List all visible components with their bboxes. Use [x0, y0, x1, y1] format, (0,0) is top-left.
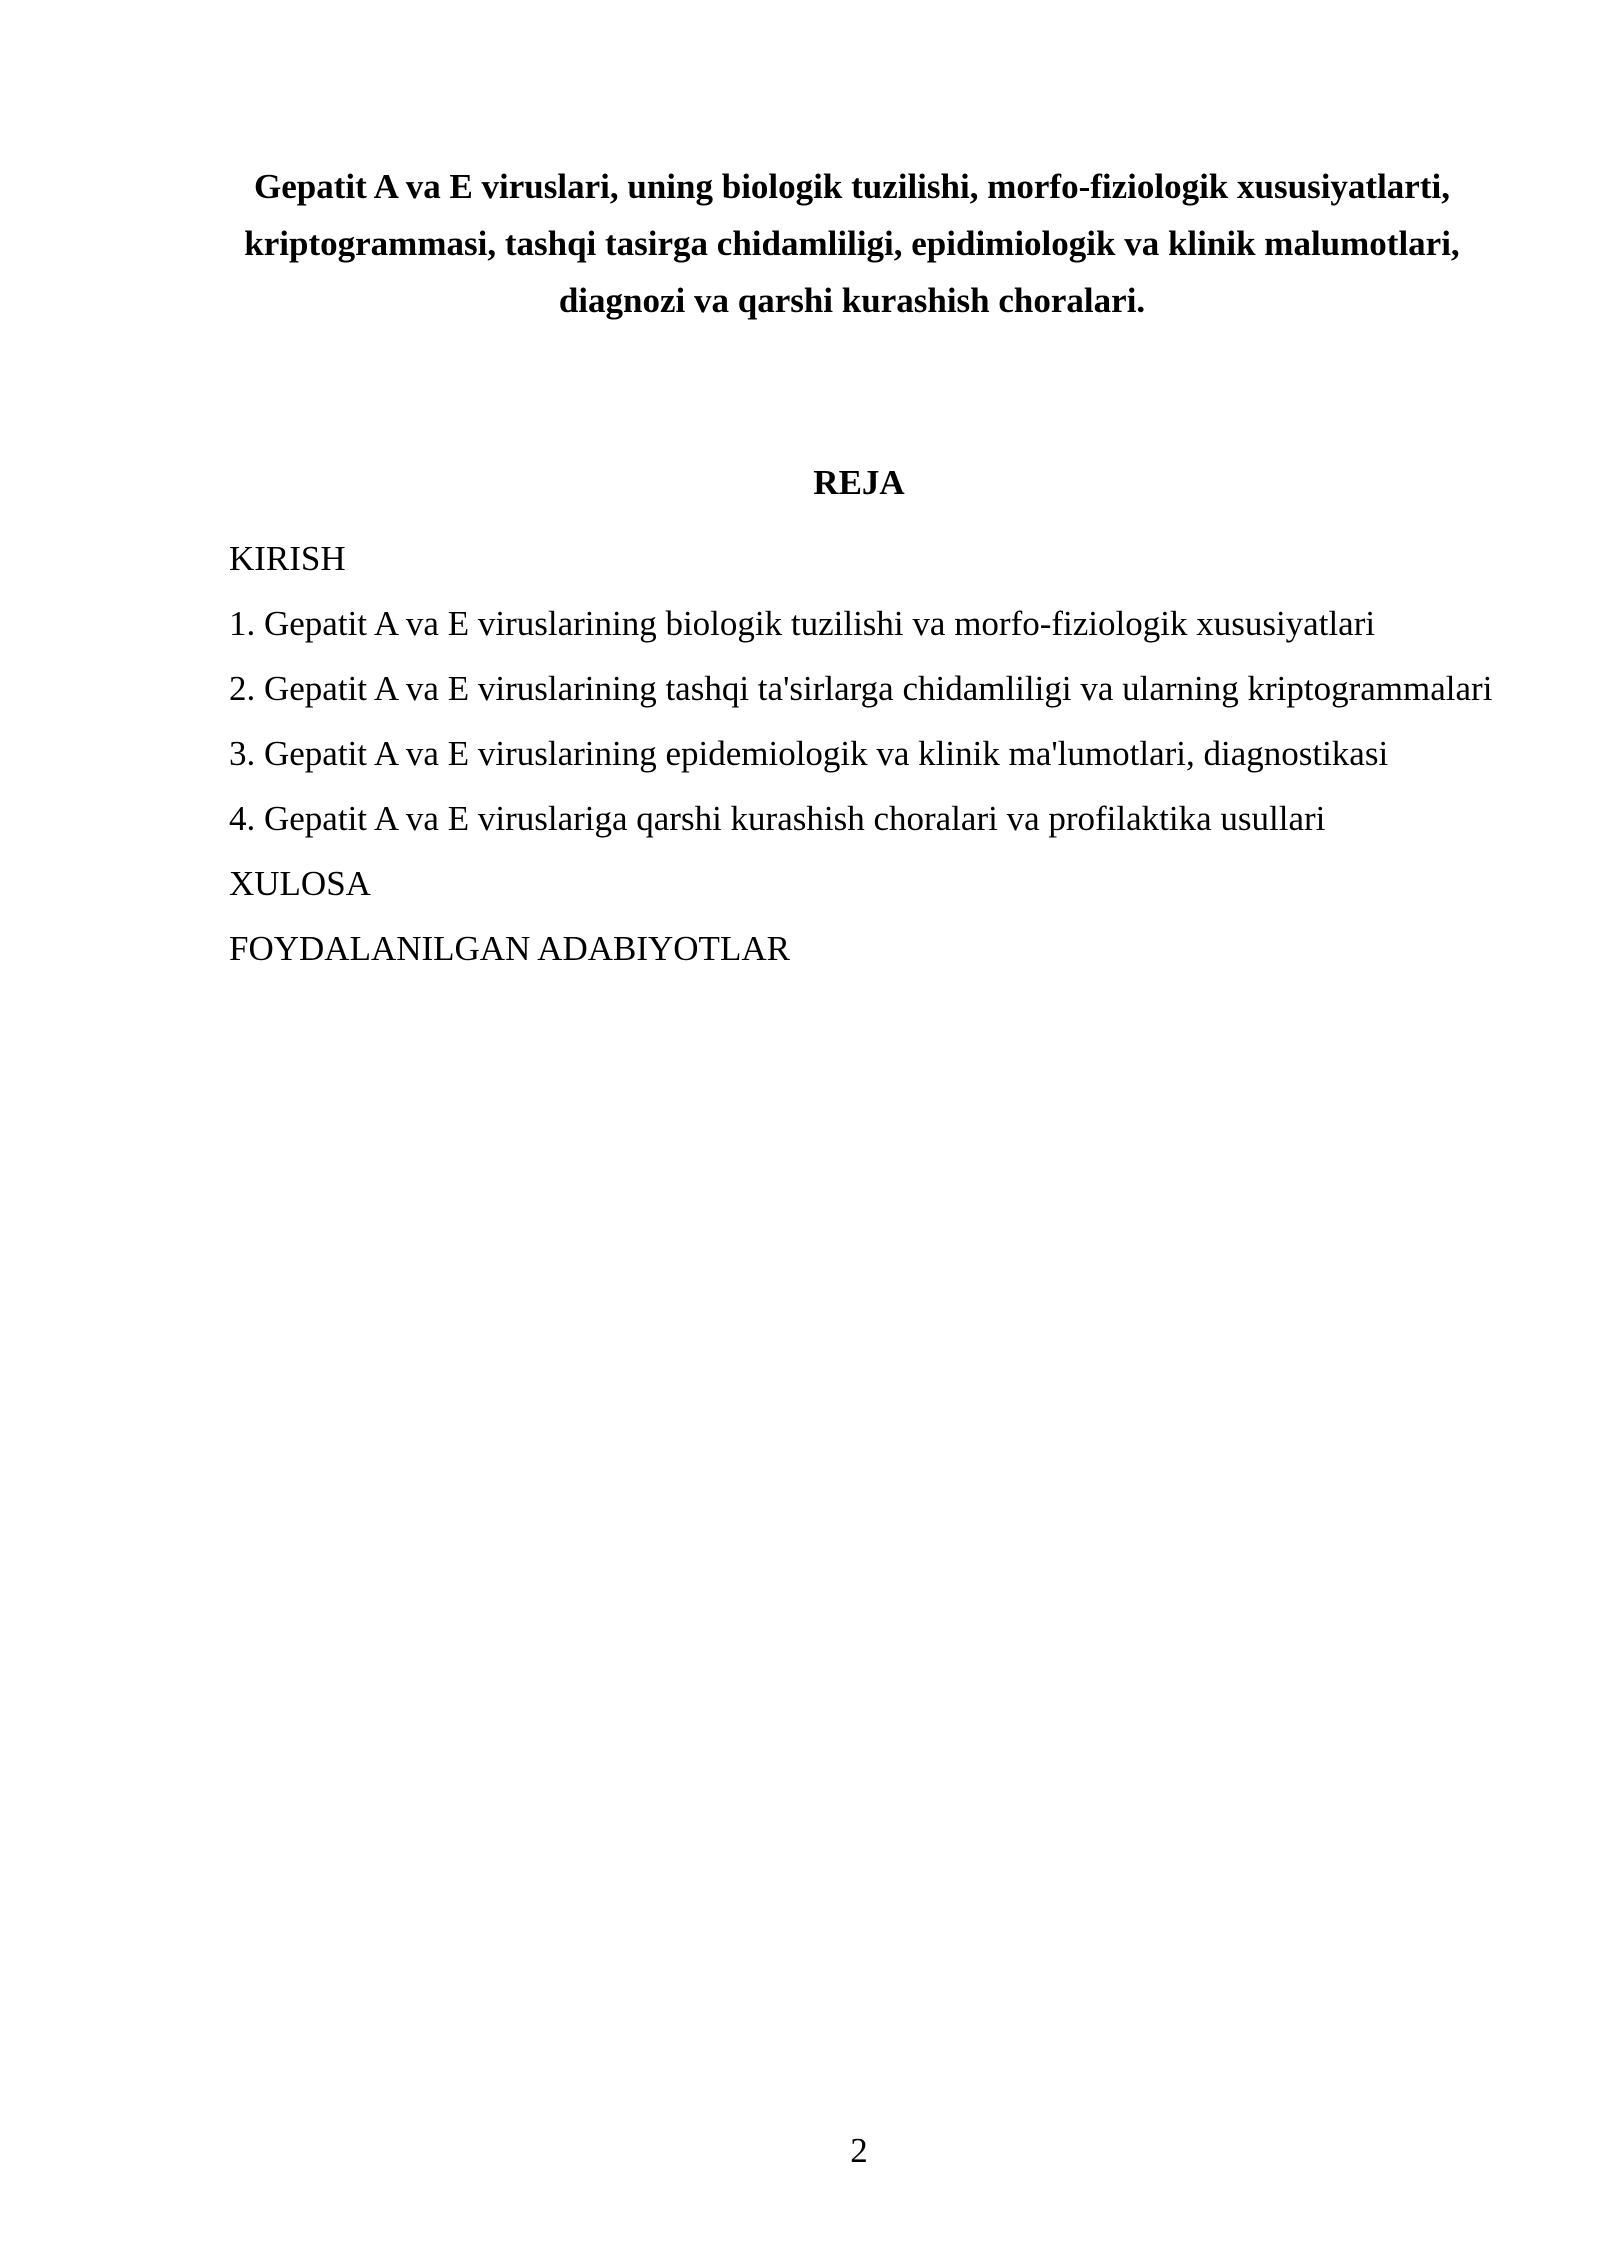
plan-list — [229, 530, 1529, 985]
plan-item-3: 3. Gepatit A va E viruslarining epidemiologik va klinik ma'lumotlari, diagnostikasi — [229, 734, 1389, 773]
plan-item-1: 1. Gepatit A va E viruslarining biologik tuzilishi va morfo-fiziologik xususiyatlari — [229, 604, 1376, 643]
plan-item-conclusion: XULOSA — [229, 864, 371, 903]
plan-heading: REJA — [813, 463, 905, 502]
document-title: Gepatit A va E viruslari, uning biologik tuzilishi, morfo-fiziologik xususiyatlarti, kriptogrammasi, tashqi tasirga chidamliligi, epidimiologik va klinik malumotlari, diagnozi va qarshi kurashish choralari. — [244, 167, 1460, 320]
plan-item-4: 4. Gepatit A va E viruslariga qarshi kurashish choralari va profilaktika usullari — [229, 799, 1326, 838]
page-number: 2 — [850, 2131, 868, 2170]
plan-item-intro: KIRISH — [229, 539, 346, 578]
plan-item-references: FOYDALANILGAN ADABIYOTLAR — [229, 929, 790, 968]
plan-item-2: 2. Gepatit A va E viruslarining tashqi ta'sirlarga chidamliligi va ularning kriptogrammalari — [229, 669, 1493, 708]
